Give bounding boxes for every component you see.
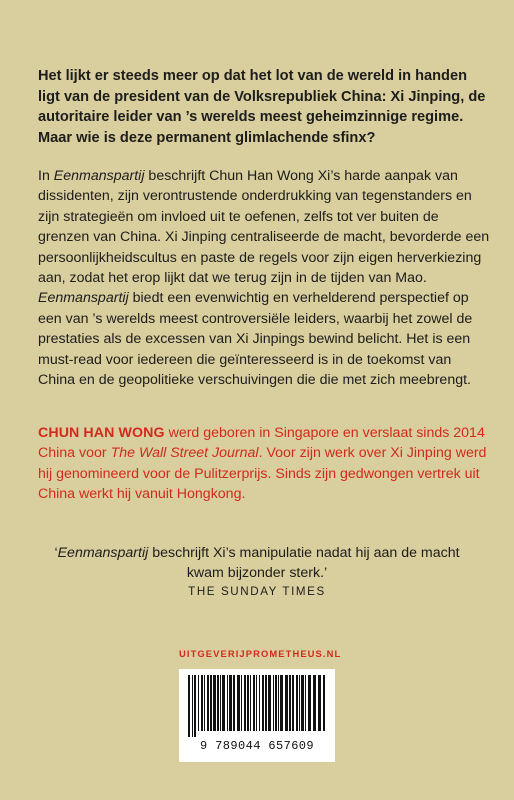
barcode-bar: [280, 675, 283, 731]
barcode-bar: [201, 675, 203, 731]
barcode-bar: [204, 675, 205, 731]
barcode-bar: [299, 675, 300, 731]
barcode-bar: [220, 675, 221, 731]
isbn-barcode: [179, 669, 335, 762]
barcode-bar: [289, 675, 291, 731]
book-title: Eenmanspartij: [38, 290, 129, 307]
bio-text: . Voor zijn werk over Xi Jinping werd hij genomineerd voor de Pulitzerprijs. Sinds zijn gedwongen vertrek uit China werkt hij vanuit Hongkong.: [38, 445, 487, 503]
barcode-bar: [247, 675, 249, 731]
barcode-bar: [256, 675, 257, 731]
book-title: Eenmanspartij: [53, 168, 145, 184]
barcode-bar: [188, 675, 190, 737]
barcode-bar: [192, 675, 193, 737]
barcode-bar: [233, 675, 235, 731]
barcode-bar: [268, 675, 271, 731]
barcode-bar: [222, 675, 225, 731]
isbn-number: 9 789044 657609: [199, 739, 315, 753]
barcode-bar: [296, 675, 298, 731]
barcode-bar: [210, 675, 212, 731]
lead-paragraph: Het lijkt er steeds meer op dat het lot van de wereld in handen ligt van de president van de Volksrepubliek China: Xi Jinping, de autoritaire leider van ’s werelds meest geheimzinnige regime. Maar wie is deze permanent glimlachende sfinx?: [38, 68, 486, 146]
barcode-bar: [213, 675, 216, 731]
barcode-icon: [186, 675, 328, 737]
barcode-bar: [217, 675, 219, 731]
barcode-bar: [194, 675, 196, 737]
barcode-bar: [237, 675, 240, 731]
barcode-bar: [313, 675, 316, 731]
review-quote: [38, 543, 476, 584]
barcode-bar: [253, 675, 255, 731]
barcode-bar: [229, 675, 232, 731]
barcode-bar: [305, 675, 306, 731]
barcode-bar: [259, 675, 260, 731]
quote-text: beschrijft Xi’s manipulatie nadat hij aan de macht kwam bijzonder sterk.’: [148, 545, 460, 582]
barcode-bar: [244, 675, 246, 731]
barcode-bar: [198, 675, 199, 731]
quote-source: THE SUNDAY TIMES: [188, 585, 326, 598]
quote-book-title: Eenmanspartij: [57, 545, 149, 561]
author-name: CHUN HAN WONG: [38, 425, 165, 441]
newspaper-name: The Wall Street Journal: [110, 445, 259, 462]
description-suffix: biedt een evenwichtig en verhelderend perspectief op een van ’s werelds meest controversiële leiders, waarbij het zowel de prestaties als de excessen van Xi Jinpings bewind belicht. Het is een must-read voor iedereen die geïnteresseerd is in de toekomst van China en de geopolitieke verschuivingen die die met zich meebrengt.: [38, 290, 473, 389]
quote-open-mark: ‘: [54, 545, 58, 561]
barcode-bar: [278, 675, 279, 731]
barcode-bar: [273, 675, 274, 731]
barcode-bar: [285, 675, 288, 731]
bio-text: werd geboren in Singapore en verslaat sinds 2014 China voor: [38, 425, 485, 462]
publisher-url[interactable]: UITGEVERIJPROMETHEUS.NL: [179, 648, 342, 659]
description-paragraph: [38, 166, 490, 390]
barcode-bar: [262, 675, 264, 731]
barcode-bar: [308, 675, 311, 731]
description-middle: beschrijft Chun Han Wong Xi’s harde aanpak van dissidenten, zijn verontrustende onderdrukking van tegenstanders en zijn strategieën om invloed uit te oefenen, zelfs tot ver buiten de grenzen van China. Xi Jinping centraliseerde de macht, bevorderde een persoonlijkheidscultus en paste de regels voor zijn eigen herverkiezing aan, zodat het erop lijkt dat we terug zijn in de tijden van Mao.: [38, 168, 490, 287]
barcode-bar: [207, 675, 209, 731]
barcode-bar: [275, 675, 277, 731]
author-bio: [38, 423, 490, 505]
barcode-bar: [318, 675, 321, 731]
barcode-bar: [250, 675, 251, 731]
barcode-bar: [265, 675, 267, 731]
barcode-bar: [301, 675, 304, 731]
barcode-bar: [227, 675, 228, 731]
barcode-bar: [323, 675, 325, 731]
barcode-bar: [292, 675, 294, 731]
description-prefix: In: [38, 168, 54, 184]
barcode-bar: [241, 675, 242, 731]
